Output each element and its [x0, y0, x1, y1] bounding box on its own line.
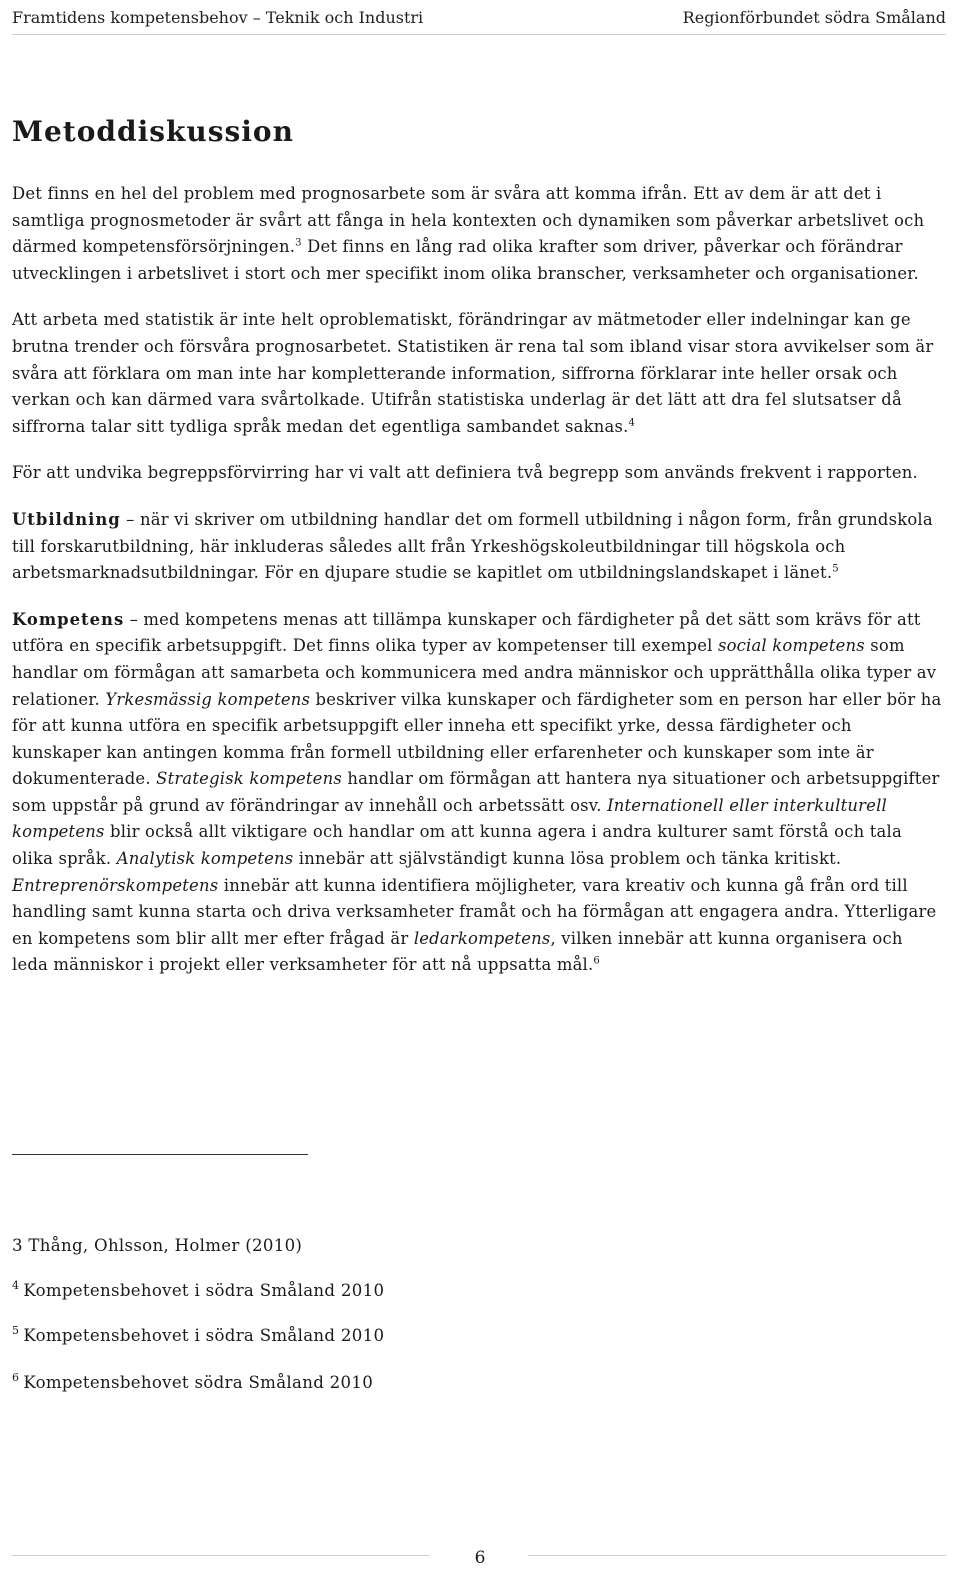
- paragraph-intro: [12, 181, 944, 287]
- paragraph-text: , vilken innebär att kunna organisera och leda människor i projekt eller verksamheter för att nå uppsatta mål.: [12, 928, 903, 975]
- term-utbildning: Utbildning: [12, 509, 121, 529]
- paragraph-utbildning: [12, 507, 944, 587]
- italic-term: Strategisk kompetens: [156, 769, 342, 789]
- term-kompetens: Kompetens: [12, 609, 125, 629]
- header-organization: Regionförbundet södra Småland: [682, 7, 946, 27]
- footnote-text: Kompetensbehovet i södra Småland 2010: [23, 1281, 385, 1300]
- italic-term: Yrkesmässig kompetens: [105, 689, 311, 709]
- paragraph-text: innebär att kunna identifiera möjligheter, vara kreativ och kunna gå från ord till handling samt kunna starta och driva verksamheter framåt och ha förmågan att engagera andra. Ytterligare en kompetens som blir allt mer efter frågad är: [12, 875, 937, 948]
- section-heading: Metoddiskussion: [12, 115, 294, 148]
- paragraph-text: handlar om förmågan att hantera nya situationer och arbetsuppgifter som uppstår på grund av förändringar av innehåll och arbetssätt osv.: [12, 769, 940, 815]
- footnote-text: 3 Thång, Ohlsson, Holmer (2010): [12, 1236, 303, 1255]
- paragraph-text: Det finns en hel del problem med prognosarbete som är svåra att komma ifrån. Ett av dem är att det i samtliga prognosmetoder är svårt att fånga in hela kontexten och dynamiken som påverkar arbetslivet och därmed kompetensförsörjningen.: [12, 184, 925, 257]
- footnote-ref[interactable]: 3: [295, 237, 302, 249]
- footnote-text: Kompetensbehovet södra Småland 2010: [23, 1373, 374, 1392]
- footnote-6: [12, 1373, 373, 1392]
- paragraph-text: blir också allt viktigare och handlar om att kunna agera i andra kulturer samt förstå och tala olika språk.: [12, 822, 902, 869]
- paragraph-statistics: [12, 307, 944, 440]
- footnote-separator: [12, 1154, 308, 1155]
- footnote-5: [12, 1326, 384, 1345]
- footnote-text: Kompetensbehovet i södra Småland 2010: [23, 1326, 385, 1345]
- footnote-3: [12, 1236, 302, 1255]
- paragraph-text: Att arbeta med statistik är inte helt oproblematiskt, förändringar av mätmetoder eller indelningar kan ge brutna trender och försvåra prognosarbetet. Statistiken är rena tal som ibland visar stora avvikelser som är svåra att förklara om man inte har kompletterande information, siffrorna förklarar inte heller orsak och verkan och kan därmed vara svårtolkade. Utifrån statistiska underlag är det lätt att dra fel slutsatser då siffrorna talar sitt tydliga språk medan det egentliga sambandet saknas.: [12, 310, 934, 436]
- paragraph-text: innebär att självständigt kunna lösa problem och tänka kritiskt.: [293, 849, 842, 869]
- footnote-ref[interactable]: 6: [593, 955, 600, 967]
- paragraph-text: – med kompetens menas att tillämpa kunskaper och färdigheter på det sätt som krävs för att utföra en specifik arbetsuppgift. Det finns olika typer av kompetenser till exempel: [12, 609, 921, 656]
- paragraph-definitions-intro: För att undvika begreppsförvirring har vi valt att definiera två begrepp som används frekvent i rapporten.: [12, 463, 918, 483]
- italic-term: Analytisk kompetens: [116, 849, 294, 869]
- italic-term: Entreprenörskompetens: [12, 875, 219, 895]
- body-text: [12, 181, 944, 999]
- paragraph-text: beskriver vilka kunskaper och färdigheter som en person har eller bör ha för att kunna utföra en specifik arbetsuppgift eller inneha ett specifikt yrke, dessa färdigheter och kunskaper kan antingen komma från formell utbildning eller erfarenheter och kunskaper som inte är dokumenterade.: [12, 689, 942, 789]
- header-document-title: Framtidens kompetensbehov – Teknik och Industri: [12, 7, 424, 27]
- italic-term: Internationell eller interkulturell kompetens: [12, 795, 887, 842]
- paragraph-kompetens: [12, 607, 944, 979]
- footnote-number: 4: [12, 1279, 20, 1293]
- page-header: [12, 0, 946, 35]
- paragraph-text: Det finns en lång rad olika krafter som driver, påverkar och förändrar utvecklingen i arbetslivet i stort och mer specifikt inom olika branscher, verksamheter och organisationer.: [12, 237, 919, 283]
- page-number: 6: [474, 1548, 486, 1568]
- italic-term: social kompetens: [717, 636, 865, 656]
- italic-term: ledarkompetens: [413, 928, 551, 948]
- paragraph-text: som handlar om förmågan att samarbeta och kommunicera med andra människor och upprätthålla olika typer av relationer.: [12, 636, 937, 709]
- footnote-ref[interactable]: 4: [628, 417, 636, 429]
- paragraph-text: – när vi skriver om utbildning handlar det om formell utbildning i någon form, från grundskola till forskarutbildning, här inkluderas således allt från Yrkeshögskoleutbildningar till högskola och arbetsmarknadsutbildningar. För en djupare studie se kapitlet om utbildningslandskapet i länet.: [12, 509, 933, 583]
- footnote-4: [12, 1281, 384, 1300]
- footnote-number: 6: [12, 1371, 20, 1385]
- footnote-number: 5: [12, 1324, 20, 1338]
- footnote-ref[interactable]: 5: [832, 563, 839, 575]
